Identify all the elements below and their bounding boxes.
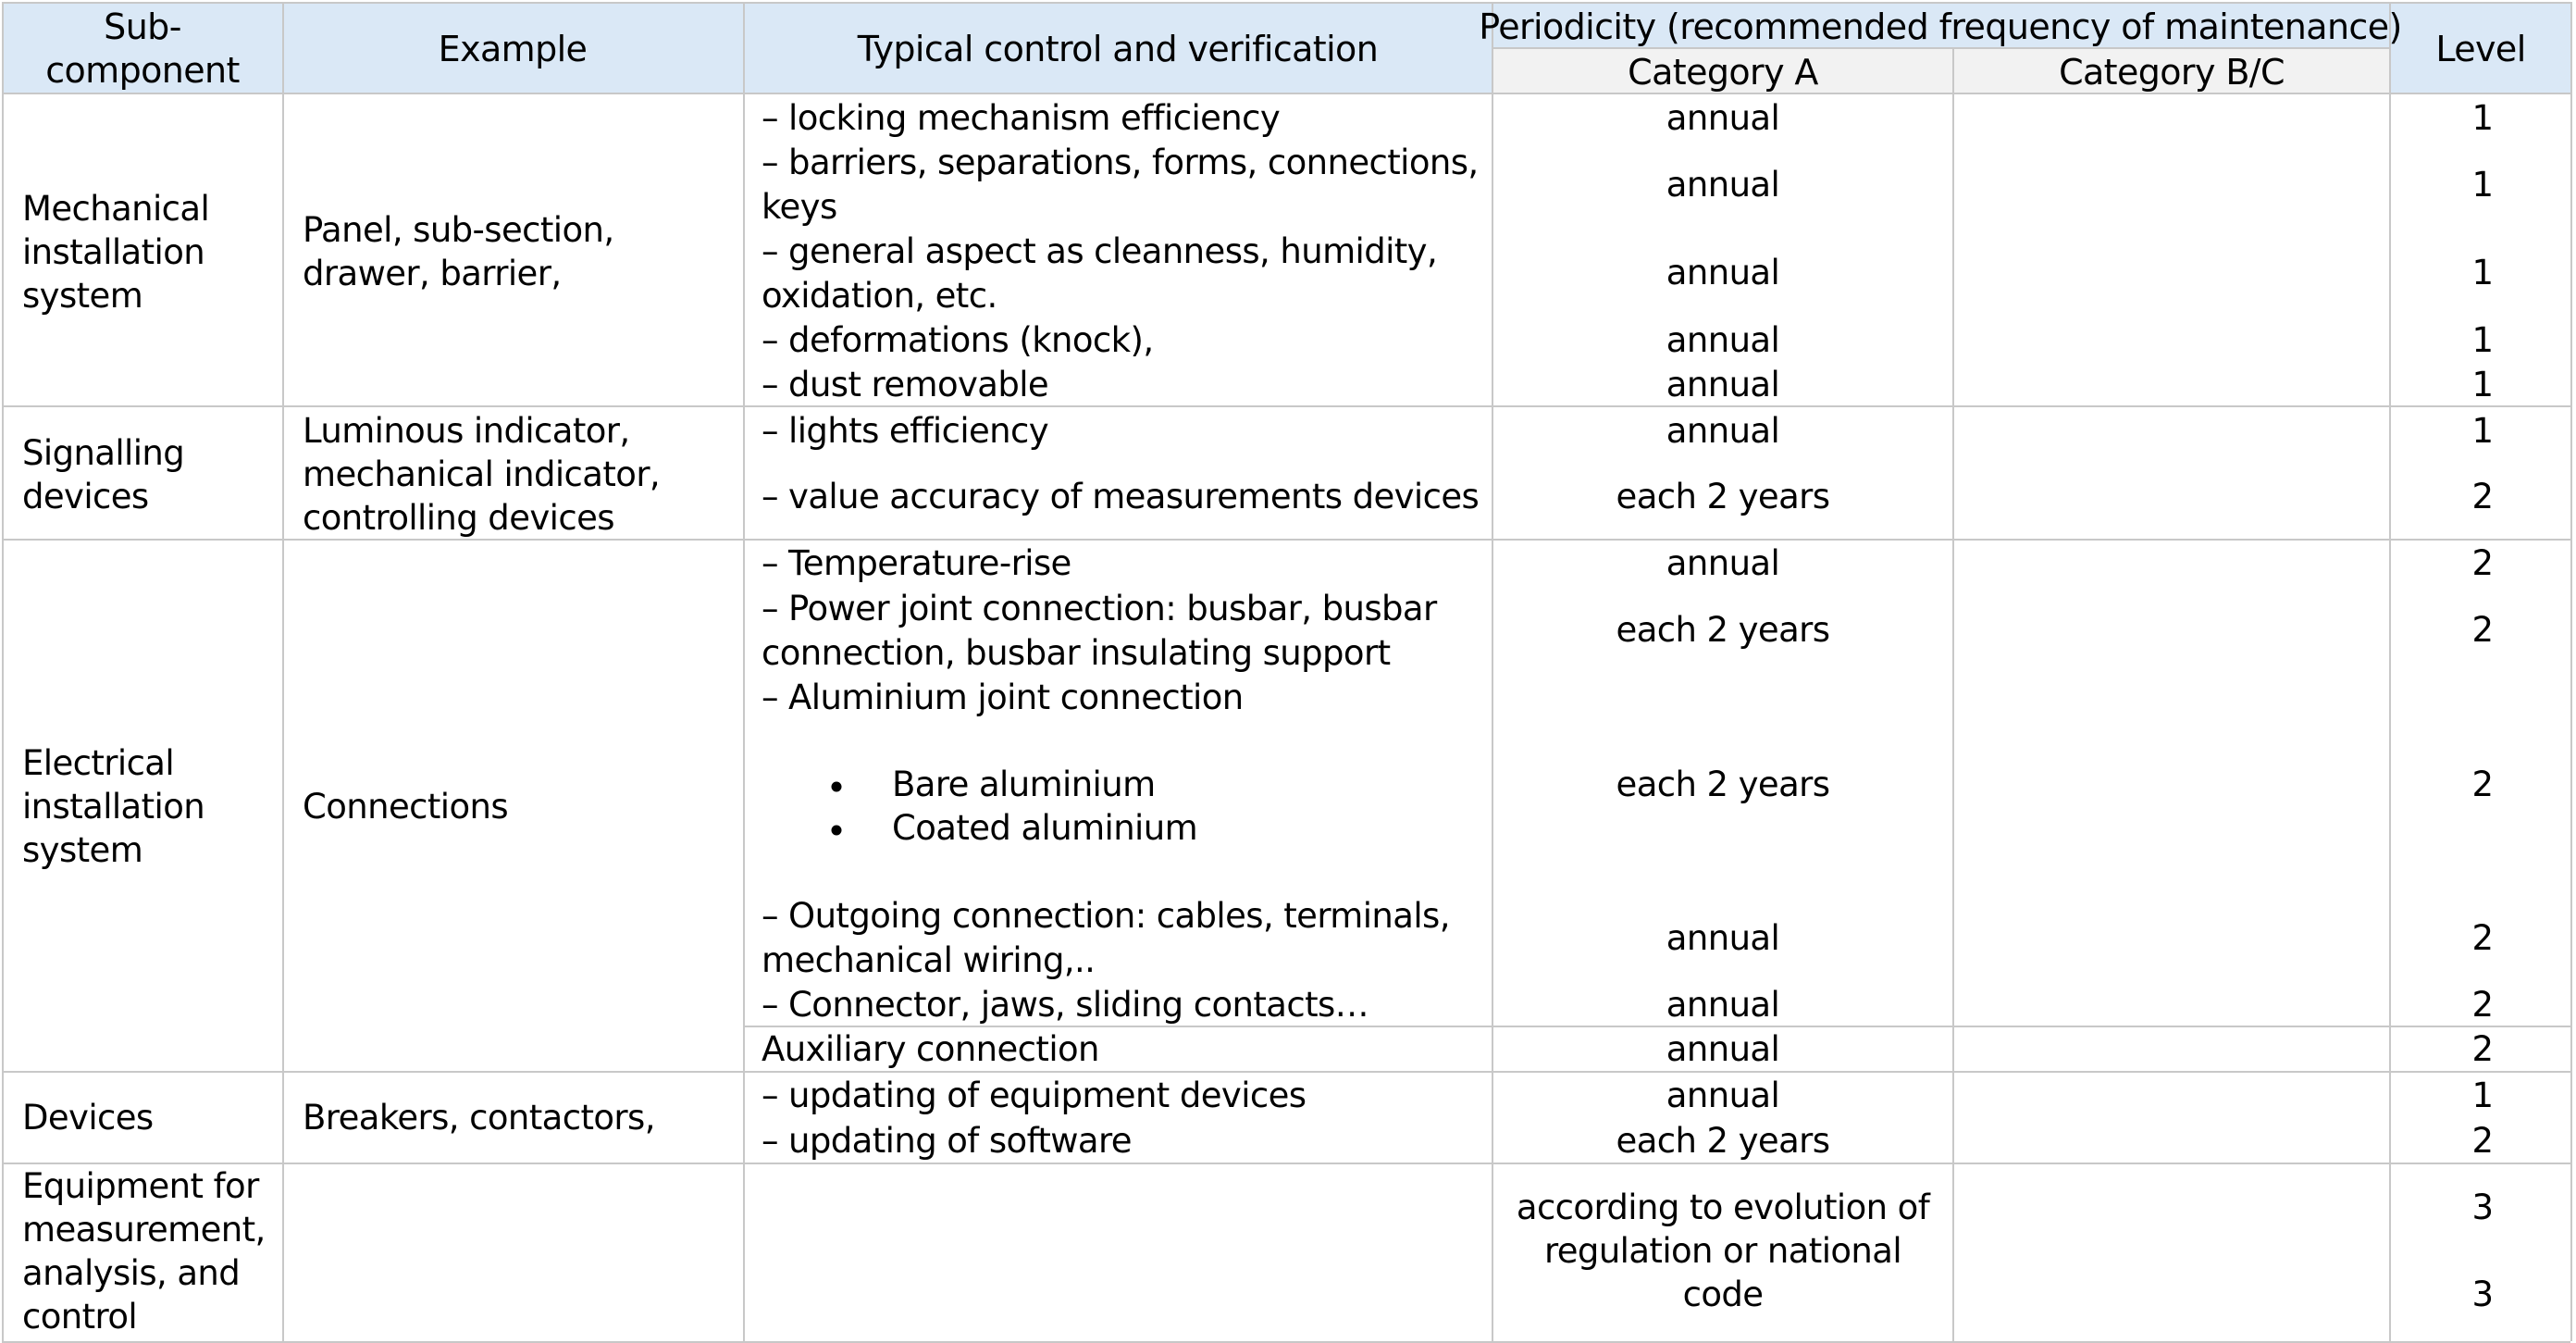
category-a-cell: annual (1666, 985, 1780, 1025)
control-item: – Connector, jaws, sliding contacts… (762, 985, 1369, 1025)
control-subitem: Bare aluminium (892, 765, 1156, 804)
level-cell: 2 (2471, 1121, 2494, 1161)
level-cell: 1 (2471, 365, 2494, 404)
row-divider (2, 1163, 2570, 1164)
level-cell: 1 (2471, 165, 2494, 205)
category-a-cell: annual (1666, 543, 1780, 583)
example-cell: drawer, barrier, (303, 254, 562, 293)
category-a-cell: annual (1666, 98, 1780, 138)
category-a-cell: annual (1666, 365, 1780, 404)
category-a-cell: annual (1666, 918, 1780, 958)
control-item: oxidation, etc. (762, 276, 997, 316)
level-cell: 3 (2471, 1275, 2494, 1314)
control-item: Auxiliary connection (762, 1029, 1099, 1069)
column-border (2570, 2, 2572, 1341)
level-cell: 2 (2471, 610, 2494, 650)
subcomponent-cell: system (22, 830, 143, 870)
subcomponent-cell: analysis, and (22, 1253, 241, 1293)
category-a-cell: annual (1666, 253, 1780, 292)
subcomponent-cell: Equipment for (22, 1166, 259, 1206)
level-cell: 1 (2471, 1076, 2494, 1115)
level-cell: 2 (2471, 1029, 2494, 1069)
header-subcomponent: Sub- (104, 6, 181, 47)
example-cell: Connections (303, 787, 509, 827)
category-a-cell: annual (1666, 165, 1780, 205)
level-cell: 2 (2471, 543, 2494, 583)
category-a-cell: each 2 years (1616, 765, 1830, 804)
control-item: – Temperature-rise (762, 543, 1071, 583)
category-a-cell: according to evolution of (1516, 1188, 1930, 1227)
subcomponent-cell: system (22, 276, 143, 316)
control-item: – locking mechanism efficiency (762, 98, 1281, 138)
bullet-icon (832, 782, 842, 792)
column-border (743, 2, 745, 1341)
column-border (2, 2, 4, 1341)
header-subcomponent: component (45, 50, 240, 91)
control-item: – lights efficiency (762, 411, 1049, 451)
header-category-a: Category A (1628, 52, 1818, 93)
level-cell: 3 (2471, 1188, 2494, 1227)
control-item: mechanical wiring,.. (762, 940, 1096, 980)
column-border (1492, 2, 1493, 1341)
example-cell: controlling devices (303, 498, 614, 538)
category-a-cell: code (1682, 1275, 1764, 1314)
example-cell: Panel, sub-section, (303, 210, 614, 250)
subcomponent-cell: installation (22, 787, 205, 827)
header-category-bc: Category B/C (2059, 52, 2285, 93)
level-cell: 2 (2471, 765, 2494, 804)
control-item: – general aspect as cleanness, humidity, (762, 231, 1438, 271)
column-border (282, 2, 284, 1341)
subcomponent-cell: Devices (22, 1098, 154, 1138)
level-cell: 2 (2471, 985, 2494, 1025)
example-cell: Luminous indicator, (303, 411, 630, 451)
table-top-border (2, 2, 2570, 4)
row-divider (2, 405, 2570, 407)
level-cell: 2 (2471, 477, 2494, 516)
subcomponent-cell: control (22, 1297, 138, 1337)
category-a-cell: each 2 years (1616, 1121, 1830, 1161)
level-cell: 1 (2471, 320, 2494, 360)
category-a-cell: annual (1666, 320, 1780, 360)
column-border (1952, 47, 1954, 1341)
header-control: Typical control and verification (857, 29, 1379, 69)
control-subitem: Coated aluminium (892, 808, 1198, 848)
control-item: – dust removable (762, 365, 1049, 404)
control-item: – barriers, separations, forms, connections, (762, 143, 1479, 182)
subcomponent-cell: measurement, (22, 1210, 266, 1250)
header-example: Example (438, 29, 588, 69)
header-periodicity: Periodicity (recommended frequency of maintenance) (1479, 6, 2402, 47)
category-a-cell: regulation or national (1543, 1231, 1902, 1271)
category-a-cell: annual (1666, 1076, 1780, 1115)
control-item: – Outgoing connection: cables, terminals, (762, 896, 1450, 936)
category-a-cell: each 2 years (1616, 610, 1830, 650)
subcomponent-cell: Signalling (22, 433, 185, 473)
control-item: keys (762, 187, 837, 227)
category-a-cell: annual (1666, 411, 1780, 451)
column-border (2389, 2, 2391, 1341)
row-divider (2, 1071, 2570, 1073)
level-cell: 2 (2471, 918, 2494, 958)
category-a-cell: annual (1666, 1029, 1780, 1069)
category-a-cell: each 2 years (1616, 477, 1830, 516)
subcomponent-cell: installation (22, 232, 205, 272)
example-cell: Breakers, contactors, (303, 1098, 655, 1138)
control-item: – deformations (knock), (762, 320, 1154, 360)
level-cell: 1 (2471, 253, 2494, 292)
subcomponent-cell: Electrical (22, 743, 175, 783)
control-item: connection, busbar insulating support (762, 633, 1391, 673)
level-cell: 1 (2471, 411, 2494, 451)
bullet-icon (832, 826, 842, 836)
control-item: – Power joint connection: busbar, busbar (762, 589, 1437, 628)
subcomponent-cell: devices (22, 477, 149, 516)
example-cell: mechanical indicator, (303, 454, 661, 494)
control-item: – value accuracy of measurements devices (762, 477, 1480, 516)
level-cell: 1 (2471, 98, 2494, 138)
header-level: Level (2435, 29, 2526, 69)
subcomponent-cell: Mechanical (22, 189, 210, 229)
control-item: – updating of software (762, 1121, 1132, 1161)
control-item: – Aluminium joint connection (762, 678, 1244, 717)
control-item: – updating of equipment devices (762, 1076, 1307, 1115)
